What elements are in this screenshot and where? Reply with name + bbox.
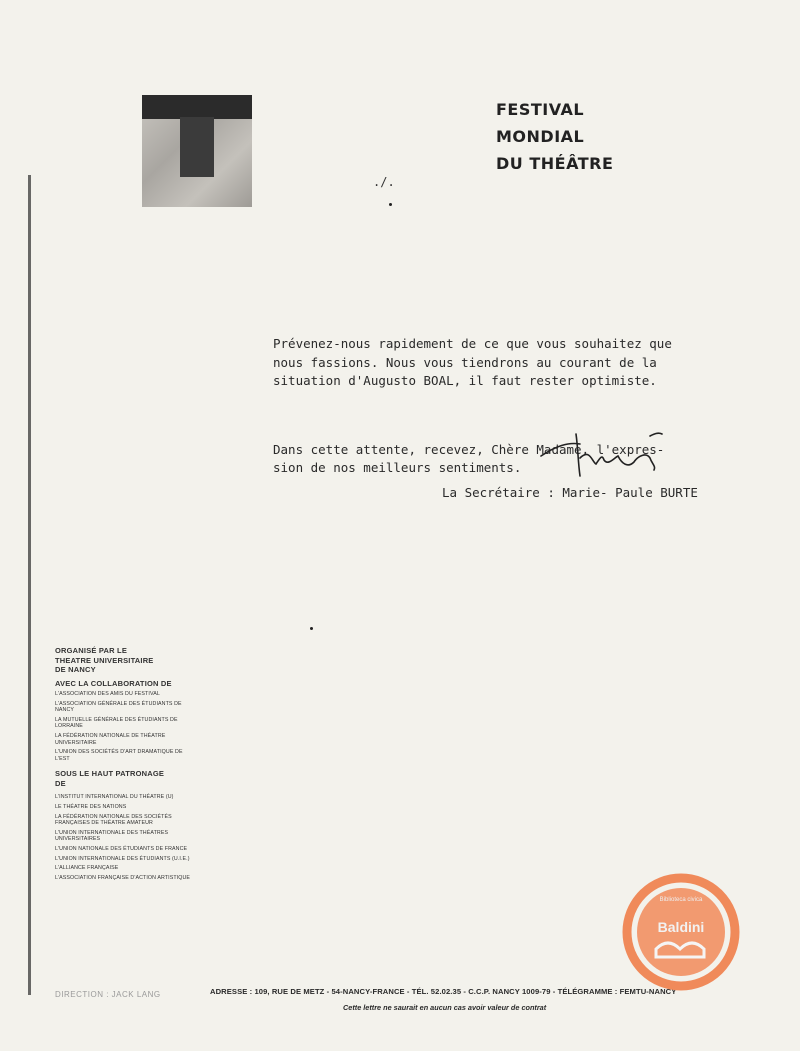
letter-paragraph-2	[273, 441, 783, 478]
collaborator-item: LA FÉDÉRATION NATIONALE DE THÉATRE UNIVERSITAIRE	[55, 732, 166, 746]
collaborator-item: L'ASSOCIATION DES AMIS DU FESTIVAL	[55, 691, 160, 697]
theatre-t-logo	[142, 95, 252, 207]
sidebar-heading-line: THEATRE UNIVERSITAIRE	[55, 655, 154, 665]
page-edge-shadow	[28, 175, 31, 995]
sidebar-heading-line: DE	[55, 778, 66, 788]
patron-item: L'UNION INTERNATIONALE DES THÉATRES UNIVERSITAIRES	[55, 829, 169, 843]
sidebar-heading-line: SOUS LE HAUT PATRONAGE	[55, 769, 165, 779]
patronage-heading	[55, 769, 195, 788]
festival-title-line: MONDIAL	[496, 127, 585, 146]
letter-body	[273, 298, 783, 515]
footer-disclaimer: Cette lettre ne saurait en aucun cas avoir valeur de contrat	[343, 1003, 547, 1012]
stamp-name: Baldini	[657, 919, 705, 935]
patron-item: L'UNION NATIONALE DES ÉTUDIANTS DE FRANCE	[55, 845, 188, 852]
patron-item: LE THÉATRE DES NATIONS	[55, 803, 127, 810]
organised-by-heading	[55, 646, 195, 675]
letter-paragraph-1	[273, 335, 783, 391]
collaborator-item: LA MUTUELLE GÉNÉRALE DES ÉTUDIANTS DE LORRAINE	[55, 716, 178, 730]
patron-item: L'INSTITUT INTERNATIONAL DU THÉATRE (U)	[55, 794, 174, 801]
direction-credit: DIRECTION : JACK LANG	[55, 990, 161, 999]
logo-bar	[142, 95, 252, 119]
festival-title-line: DU THÉÂTRE	[496, 154, 614, 173]
letter-line: nous fassions. Nous vous tiendrons au courant de la	[273, 354, 657, 370]
letter-line: Prévenez-nous rapidement de ce que vous souhaitez que	[273, 336, 672, 351]
patron-item: L'UNION INTERNATIONALE DES ÉTUDIANTS (U.I.E.)	[55, 855, 190, 862]
sidebar-heading-line: ORGANISÉ PAR LE	[55, 646, 128, 655]
logo-stem	[180, 117, 214, 177]
signatory-line: La Secrétaire : Marie- Paule BURTE	[442, 485, 698, 500]
handwritten-signature	[538, 428, 668, 480]
letter-line: Dans cette attente, recevez, Chère Madame, l'expres-	[273, 441, 665, 457]
collaboration-heading: AVEC LA COLLABORATION DE	[55, 678, 172, 688]
festival-title	[496, 96, 613, 177]
footer-address: ADRESSE : 109, RUE DE METZ - 54-NANCY-FRANCE - TÉL. 52.02.35 - C.C.P. NANCY 1009-79 - TÉLÉGRAMME : FEMTU-NANCY	[210, 987, 677, 996]
letter-line: situation d'Augusto BOAL, il faut rester optimiste.	[273, 373, 657, 388]
ink-dot	[389, 203, 392, 206]
patron-item: L'ASSOCIATION FRANÇAISE D'ACTION ARTISTIQUE	[55, 874, 191, 881]
festival-title-line: FESTIVAL	[496, 100, 585, 119]
ink-dot	[310, 627, 313, 630]
page-continuation-mark: ./.	[373, 175, 395, 189]
sidebar-heading-line: DE NANCY	[55, 665, 96, 674]
collaborator-item: L'UNION DES SOCIÉTÉS D'ART DRAMATIQUE DE L'EST	[55, 749, 183, 762]
patron-item: LA FÉDÉRATION NATIONALE DES SOCIÉTÉS FRANÇAISES DE THÉATRE AMATEUR	[55, 813, 172, 827]
library-stamp	[622, 873, 740, 991]
stamp-small-text: Biblioteca civica	[659, 897, 703, 903]
organisers-sidebar	[55, 646, 195, 881]
patron-item: L'ALLIANCE FRANÇAISE	[55, 865, 119, 872]
collaborator-item: L'ASSOCIATION GÉNÉRALE DES ÉTUDIANTS DE NANCY	[55, 700, 182, 714]
letter-line: sion de nos meilleurs sentiments.	[273, 460, 522, 475]
